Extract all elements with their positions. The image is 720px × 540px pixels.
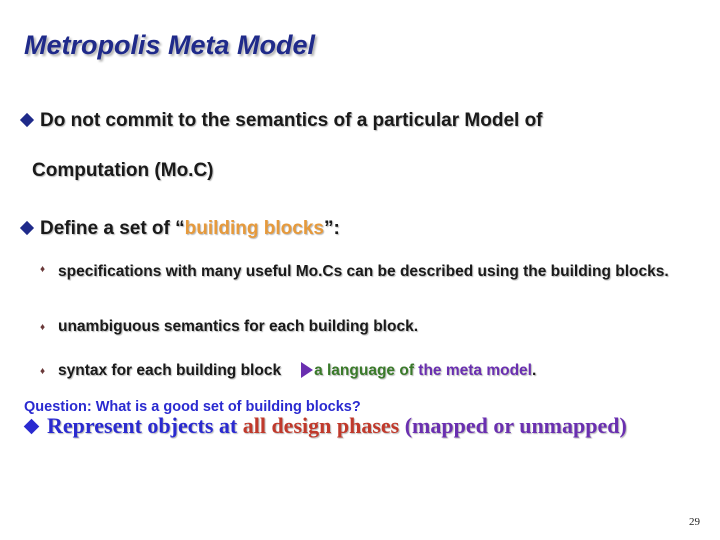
right-arrow-icon bbox=[301, 362, 313, 378]
small-diamond-icon: ♦ bbox=[40, 366, 46, 377]
sub-bullet-specifications bbox=[58, 259, 708, 285]
diamond-bullet-icon bbox=[20, 221, 34, 235]
sub3-end: . bbox=[531, 362, 537, 380]
bullet-model-of-computation bbox=[18, 110, 543, 132]
bullet-represent-objects bbox=[22, 413, 627, 439]
slide-title: Metropolis Meta Model bbox=[24, 30, 316, 60]
sub1-rest: with many useful Mo.Cs can be described using the building blocks. bbox=[161, 263, 669, 280]
page-number: 29 bbox=[689, 516, 700, 528]
sub3-green: a language of bbox=[314, 362, 414, 380]
bullet-text-line2: Computation (Mo.C) bbox=[32, 160, 214, 181]
diamond-bullet-icon bbox=[20, 113, 34, 127]
b3-purple: (mapped or unmapped) bbox=[399, 413, 627, 438]
building-blocks-highlight: building blocks bbox=[184, 218, 324, 239]
sub-bullet-syntax bbox=[58, 362, 536, 380]
question-text: Question: What is a good set of building blocks? bbox=[24, 399, 361, 415]
small-diamond-icon: ♦ bbox=[40, 322, 46, 333]
bullet-b2-pre: Define a set of “ bbox=[40, 218, 185, 239]
b3-red: all design phases bbox=[242, 413, 400, 438]
small-diamond-icon: ♦ bbox=[40, 264, 46, 275]
sub3-pre: syntax for each building block bbox=[58, 362, 282, 380]
sub-bullet-semantics: unambiguous semantics for each building block. bbox=[58, 318, 418, 335]
bullet-building-blocks bbox=[18, 218, 340, 240]
bullet-b2-post: ”: bbox=[324, 218, 340, 239]
b3-pre: Represent objects at bbox=[47, 413, 243, 438]
sub3-purple: the meta model bbox=[413, 362, 532, 380]
diamond-bullet-icon bbox=[24, 419, 40, 435]
sub1-word: specifications bbox=[58, 263, 162, 280]
bullet-text-line1: Do not commit to the semantics of a particular Model of bbox=[40, 110, 543, 131]
